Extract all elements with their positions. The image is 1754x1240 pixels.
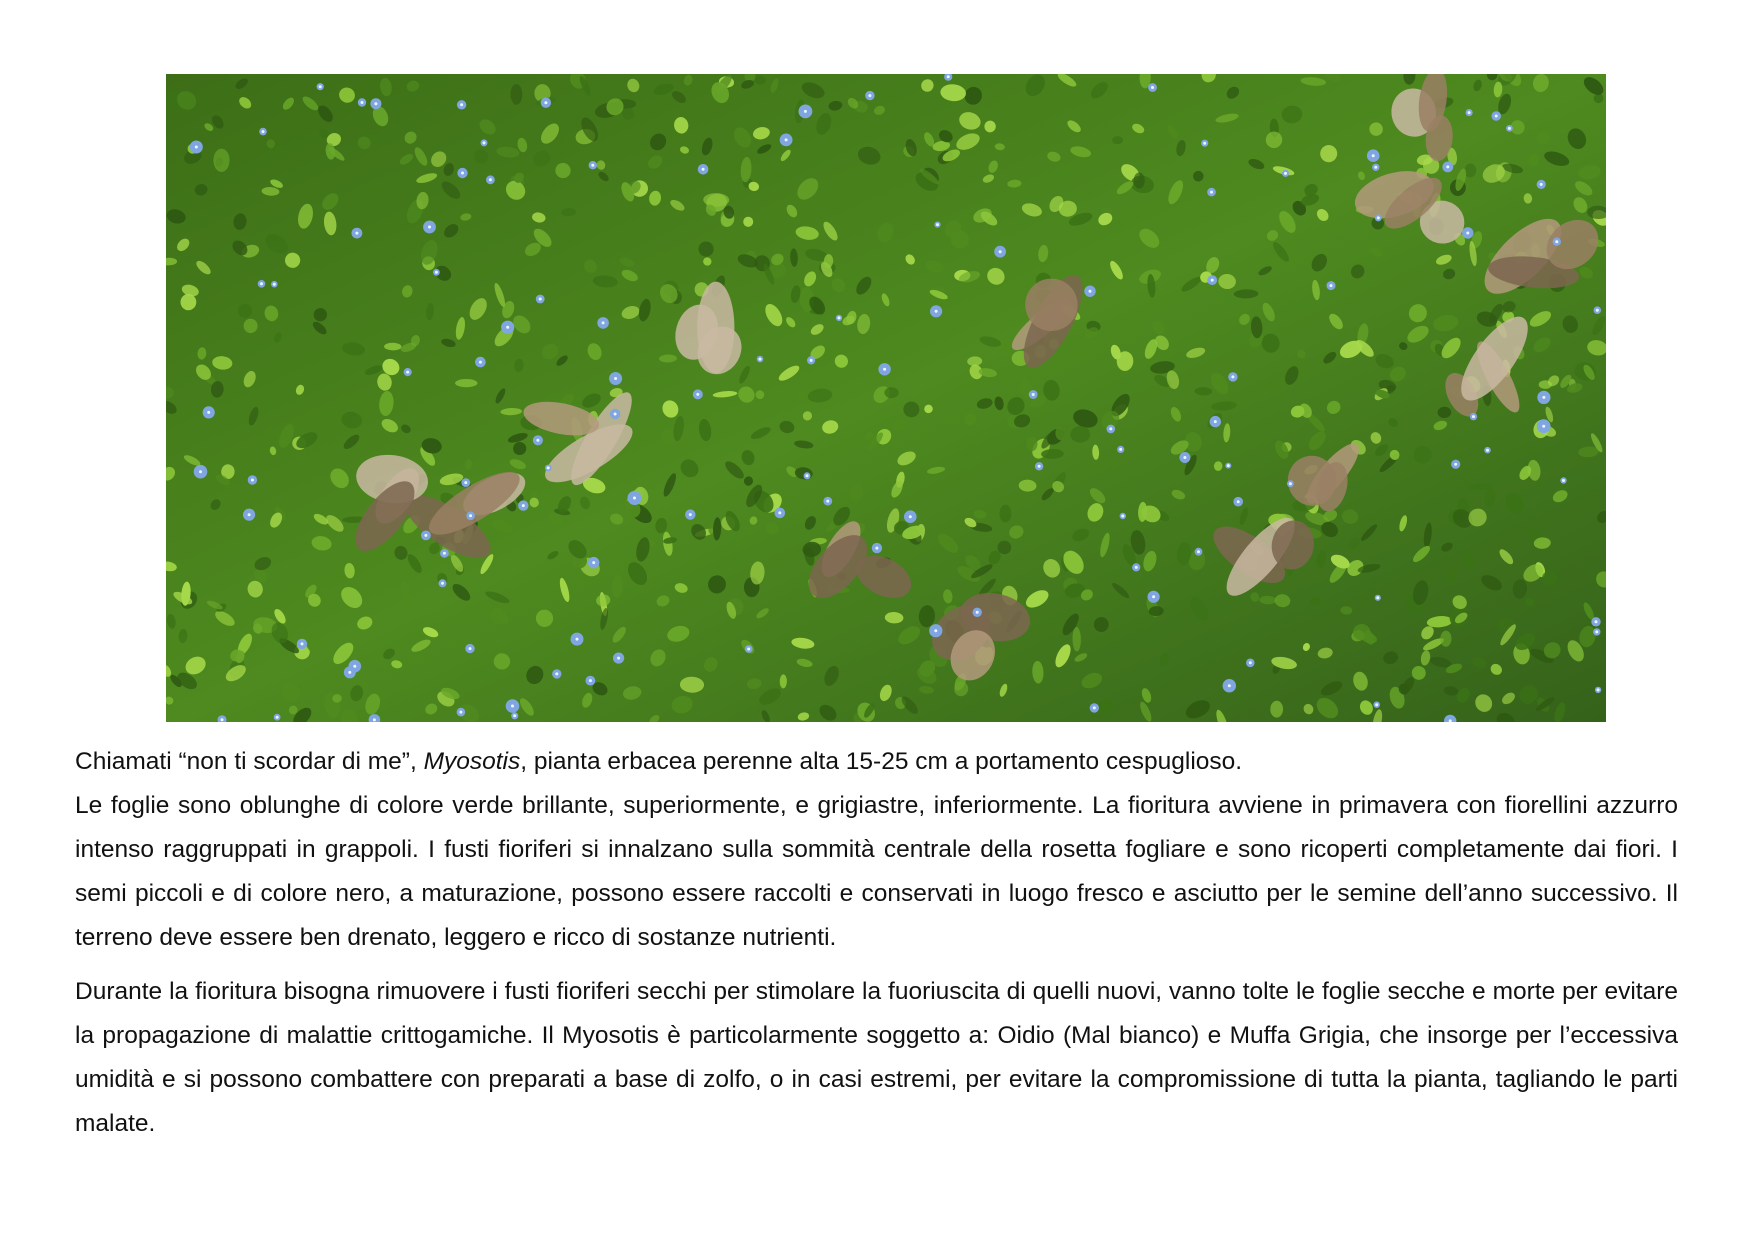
blue-flower bbox=[1375, 595, 1381, 601]
blue-flower bbox=[807, 356, 815, 364]
blue-flower bbox=[258, 280, 266, 288]
article-text bbox=[75, 740, 1678, 1146]
blue-flower bbox=[1195, 548, 1203, 556]
blue-flower bbox=[1451, 460, 1460, 469]
blue-flower bbox=[934, 222, 940, 228]
blue-flower bbox=[973, 608, 982, 617]
blue-flower bbox=[1470, 413, 1477, 420]
blue-flower bbox=[693, 389, 703, 399]
blue-flower bbox=[930, 305, 942, 317]
blue-flower bbox=[878, 363, 890, 375]
care-paragraph: Durante la fioritura bisogna rimuovere i fusti fioriferi secchi per stimolare la fuoriuscita di quelli nuovi, vanno tolte le foglie secche e morte per evitare la propagazione di malattie crittogamiche. Il Myosotis è particolarmente soggetto a: Oidio (Mal bianco) e Muffa Grigia, che insorge per l’eccessiva umidità e si possono combattere con preparati a base di zolfo, o in casi estremi, per evitare la compromissione di tutta la pianta, tagliando le parti malate. bbox=[75, 978, 1678, 1137]
foliage-leaf bbox=[1414, 446, 1432, 463]
blue-flower bbox=[1491, 111, 1501, 121]
blue-flower bbox=[440, 549, 449, 558]
blue-flower bbox=[433, 269, 440, 276]
blue-flower bbox=[1484, 447, 1491, 454]
blue-flower bbox=[1225, 463, 1231, 469]
blue-flower bbox=[1233, 497, 1243, 507]
blue-flower bbox=[1537, 180, 1546, 189]
foliage-leaf bbox=[1000, 505, 1012, 523]
blue-flower bbox=[545, 465, 552, 472]
blue-flower bbox=[757, 356, 764, 363]
blue-flower bbox=[1560, 477, 1566, 483]
blue-flower bbox=[1593, 628, 1600, 635]
blue-flower bbox=[1595, 687, 1601, 693]
intro-paragraph bbox=[75, 740, 1678, 784]
blue-flower bbox=[1107, 425, 1116, 434]
blue-flower bbox=[1207, 188, 1216, 197]
blue-flower bbox=[461, 478, 470, 487]
blue-flower bbox=[1228, 372, 1237, 381]
blue-flower bbox=[259, 128, 267, 136]
blue-flower bbox=[243, 509, 255, 521]
blue-flower bbox=[1553, 238, 1561, 246]
blue-flower bbox=[929, 624, 942, 637]
blue-flower bbox=[317, 83, 324, 90]
blue-flower bbox=[533, 435, 543, 445]
blue-flower bbox=[1201, 140, 1208, 147]
blue-flower bbox=[466, 512, 475, 521]
blue-flower bbox=[685, 509, 695, 519]
blue-flower bbox=[1120, 513, 1126, 519]
blue-flower bbox=[352, 228, 363, 239]
blue-flower bbox=[552, 669, 561, 678]
blue-flower bbox=[1117, 446, 1124, 453]
blue-flower bbox=[194, 465, 208, 479]
blue-flower bbox=[421, 531, 431, 541]
blue-flower bbox=[486, 175, 495, 184]
blue-flower bbox=[613, 653, 624, 664]
blue-flower bbox=[274, 714, 281, 721]
blue-flower bbox=[865, 91, 874, 100]
blue-flower bbox=[1282, 170, 1289, 177]
blue-flower bbox=[457, 708, 466, 717]
blue-flower bbox=[1537, 419, 1551, 433]
blue-flower bbox=[1462, 227, 1473, 238]
description-paragraph: Le foglie sono oblunghe di colore verde brillante, superiormente, e grigiastre, inferiormente. La fioritura avviene in primavera con fiorellini azzurro intenso raggruppati in grappoli. I fusti fioriferi si innalzano sulla sommità centrale della rosetta fogliare e sono ricoperti completamente dai fiori. I semi piccoli e di colore nero, a maturazione, possono essere raccolti e conservati in luogo fresco e asciutto per le semine dell’anno successivo. Il terreno deve essere ben drenato, leggero e ricco di sostanze nutrienti. bbox=[75, 792, 1678, 951]
blue-flower bbox=[1035, 462, 1043, 470]
blue-flower bbox=[358, 98, 366, 106]
blue-flower bbox=[536, 295, 545, 304]
blue-flower bbox=[439, 579, 447, 587]
blue-flower bbox=[589, 161, 597, 169]
blue-flower bbox=[823, 497, 832, 506]
blue-flower bbox=[836, 315, 842, 321]
blue-flower bbox=[1466, 109, 1473, 116]
blue-flower bbox=[297, 639, 307, 649]
blue-flower bbox=[1148, 83, 1157, 92]
blue-flower bbox=[1367, 149, 1380, 162]
blue-flower bbox=[518, 500, 528, 510]
blue-flower bbox=[1179, 452, 1190, 463]
blue-flower bbox=[203, 406, 215, 418]
foliage-leaf bbox=[455, 379, 477, 387]
blue-flower bbox=[628, 491, 642, 505]
blue-flower bbox=[872, 543, 882, 553]
blue-flower bbox=[1029, 390, 1038, 399]
blue-flower bbox=[457, 100, 466, 109]
blue-flower bbox=[1246, 659, 1255, 668]
blue-flower bbox=[698, 164, 709, 175]
blue-flower bbox=[511, 712, 518, 719]
blue-flower bbox=[610, 409, 620, 419]
blue-flower bbox=[481, 139, 488, 146]
intro-text-end: , pianta erbacea perenne alta 15-25 cm a portamento cespuglioso. bbox=[520, 748, 1243, 775]
blue-flower bbox=[1084, 286, 1095, 297]
foliage-leaf bbox=[1027, 437, 1038, 452]
blue-flower bbox=[904, 510, 917, 523]
blue-flower bbox=[1375, 214, 1382, 221]
blue-flower bbox=[423, 221, 436, 234]
blue-flower bbox=[1132, 563, 1140, 571]
blue-flower bbox=[586, 676, 596, 686]
blue-flower bbox=[1594, 306, 1602, 314]
blue-flower bbox=[571, 633, 584, 646]
blue-flower bbox=[775, 508, 786, 519]
foliage-leaf bbox=[213, 149, 229, 172]
blue-flower bbox=[745, 645, 753, 653]
blue-flower bbox=[799, 105, 813, 119]
blue-flower bbox=[506, 699, 520, 713]
blue-flower bbox=[541, 98, 551, 108]
blue-flower bbox=[994, 246, 1006, 258]
blue-flower bbox=[248, 475, 257, 484]
blue-flower bbox=[1223, 679, 1236, 692]
blue-flower bbox=[370, 98, 381, 109]
blue-flower bbox=[1506, 125, 1513, 132]
blue-flower bbox=[1327, 281, 1336, 290]
blue-flower bbox=[404, 368, 412, 376]
blue-flower bbox=[1372, 164, 1379, 171]
blue-flower bbox=[1591, 617, 1600, 626]
blue-flower bbox=[1442, 162, 1453, 173]
blue-flower bbox=[349, 660, 362, 673]
blue-flower bbox=[1287, 480, 1294, 487]
blue-flower bbox=[1537, 391, 1550, 404]
blue-flower bbox=[804, 472, 811, 479]
genus-name: Myosotis bbox=[423, 748, 521, 775]
blue-flower bbox=[597, 317, 609, 329]
blue-flower bbox=[1207, 275, 1217, 285]
myosotis-groundcover-image bbox=[166, 74, 1606, 722]
blue-flower bbox=[271, 281, 278, 288]
blue-flower bbox=[465, 644, 474, 653]
blue-flower bbox=[501, 321, 514, 334]
blue-flower bbox=[1210, 416, 1221, 427]
blue-flower bbox=[1148, 591, 1160, 603]
blue-flower bbox=[1373, 701, 1380, 708]
intro-text-start: Chiamati “non ti scordar di me”, bbox=[75, 748, 424, 775]
blue-flower bbox=[457, 168, 467, 178]
blue-flower bbox=[609, 372, 622, 385]
blue-flower bbox=[190, 141, 203, 154]
blue-flower bbox=[475, 357, 486, 368]
plant-photo bbox=[166, 74, 1606, 722]
blue-flower bbox=[1090, 703, 1099, 712]
blue-flower bbox=[588, 557, 599, 568]
blue-flower bbox=[780, 134, 793, 147]
